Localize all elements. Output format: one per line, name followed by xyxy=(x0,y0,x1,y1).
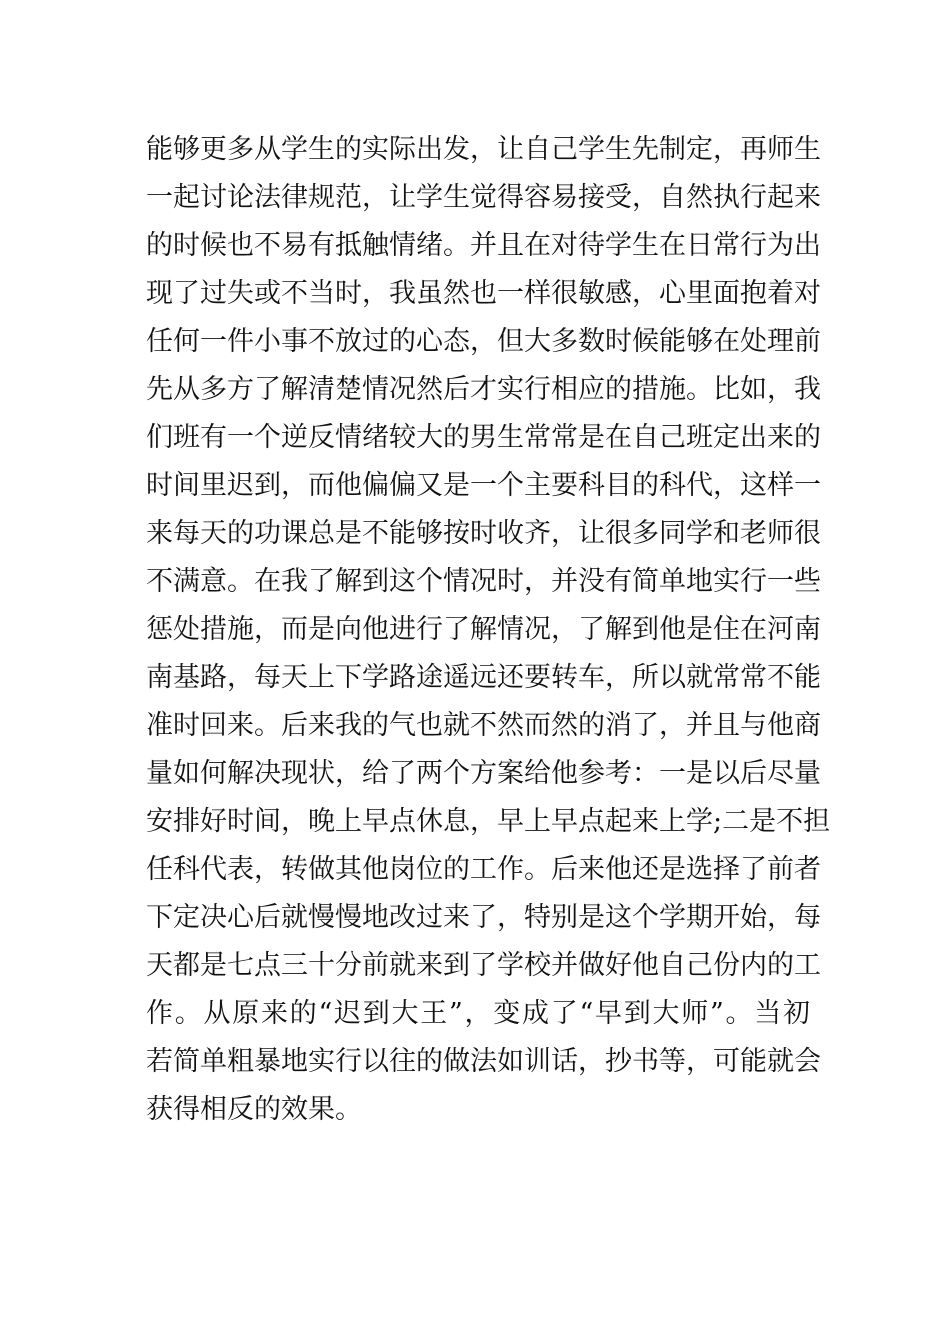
body-paragraph xyxy=(146,126,831,1134)
text-line: 获得相反的效果。 xyxy=(146,1094,362,1125)
text-line: 准时回来。后来我的气也就不然而然的消了，并且与他商 xyxy=(146,710,821,741)
text-line: 能够更多从学生的实际出发，让自己学生先制定，再师生 xyxy=(146,134,821,165)
text-line: 南基路，每天上下学路途遥远还要转车，所以就常常不能 xyxy=(146,662,821,693)
text-line: 们班有一个逆反情绪较大的男生常常是在自己班定出来的 xyxy=(146,422,821,453)
text-line: 现了过失或不当时，我虽然也一样很敏感，心里面抱着对 xyxy=(146,278,821,309)
text-line: 的时候也不易有抵触情绪。并且在对待学生在日常行为出 xyxy=(146,230,821,261)
text-line: 下定决心后就慢慢地改过来了，特别是这个学期开始，每 xyxy=(146,902,821,933)
text-line: 先从多方了解清楚情况然后才实行相应的措施。比如，我 xyxy=(146,374,821,405)
text-line: 来每天的功课总是不能够按时收齐，让很多同学和老师很 xyxy=(146,518,821,549)
text-line: 作。从原来的“迟到大王”，变成了“早到大师”。当初 xyxy=(146,998,810,1029)
text-line: 一起讨论法律规范，让学生觉得容易接受，自然执行起来 xyxy=(146,182,821,213)
text-line: 时间里迟到，而他偏偏又是一个主要科目的科代，这样一 xyxy=(146,470,821,501)
text-line: 若简单粗暴地实行以往的做法如训话，抄书等，可能就会 xyxy=(146,1046,821,1077)
text-line: 安排好时间，晚上早点休息，早上早点起来上学;二是不担 xyxy=(146,806,831,837)
text-line: 量如何解决现状，给了两个方案给他参考：一是以后尽量 xyxy=(146,758,821,789)
text-line: 任科代表，转做其他岗位的工作。后来他还是选择了前者 xyxy=(146,854,821,885)
text-line: 惩处措施，而是向他进行了解情况，了解到他是住在河南 xyxy=(146,614,821,645)
text-line: 不满意。在我了解到这个情况时，并没有简单地实行一些 xyxy=(146,566,821,597)
text-line: 任何一件小事不放过的心态，但大多数时候能够在处理前 xyxy=(146,326,821,357)
text-line: 天都是七点三十分前就来到了学校并做好他自己份内的工 xyxy=(146,950,821,981)
